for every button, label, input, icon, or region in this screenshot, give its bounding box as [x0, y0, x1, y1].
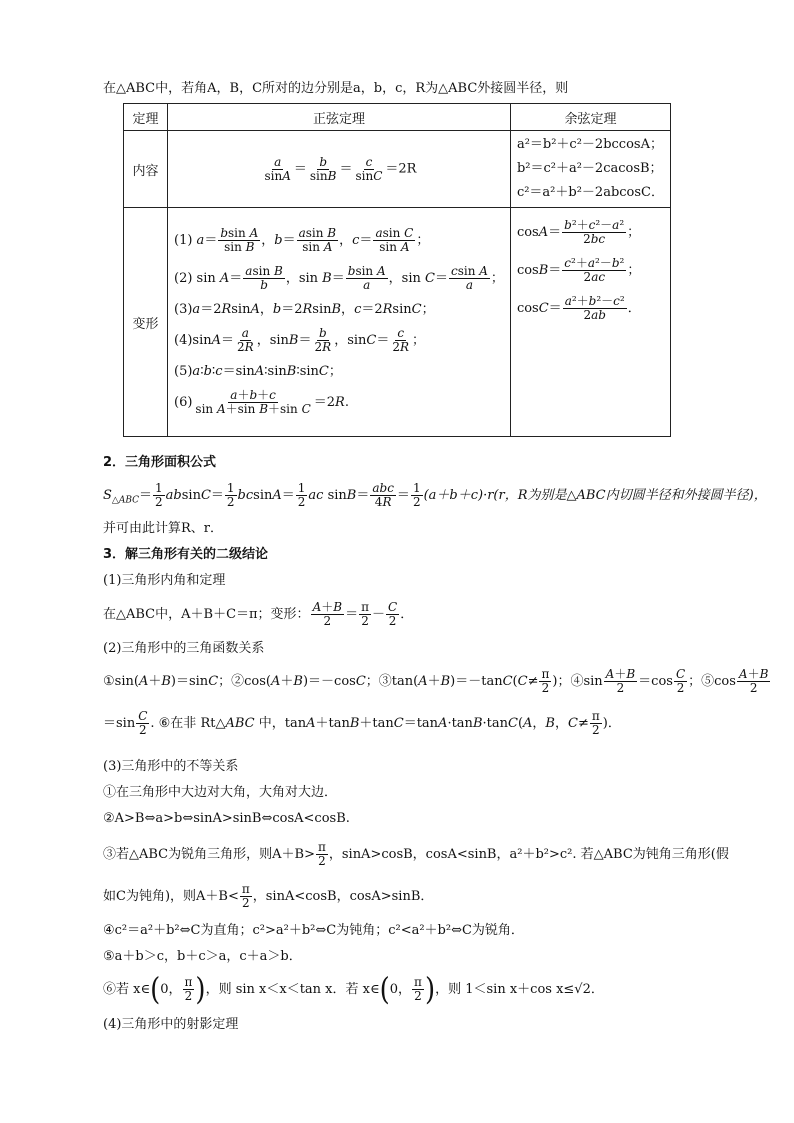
cosine-formula: a²＝b²＋c²－2bccosA； [516, 137, 663, 152]
ineq3-part: 如C为钝角)，则A＋B< [103, 889, 239, 904]
intro-text: 在△ABC中，若角A，B，C所对的边分别是a，b，c，R为△ABC外接圆半径，则 [103, 81, 569, 96]
ineq3-part: ，sinA>cosB，cosA<sinB，a²＋b²>c². 若△ABC为钝角三角形(假 [328, 847, 729, 862]
inequality-6: ⑥若 x∈(0， $\frac{\pi}{2}$ )，则 sin x＜x＜tan x．若 x∈(0， $\frac{\pi}{2}$ )，则 1＜sin x＋cos x≤√2． [103, 971, 604, 1008]
trig-relation-line1: ①sin(A＋B)＝sinC；②cos(A＋B)＝－cosC；③tan(A＋B)＝－tanC(C≠ $\frac{\pi}{2}$ )；④sin $\frac{A+B}{2}$ ＝cos $\frac{C}{2}$ ；⑤cos $\frac{A+B}{2}$ [103, 667, 769, 695]
transform-line: cosB＝ $\frac{\text{c²＋a²－b²}}{2ac}$ ； [516, 256, 641, 284]
sine-content-eq: ＝2R [385, 161, 417, 177]
cosine-law-transforms [510, 208, 670, 437]
subheading-1: (1)三角形内角和定理 [103, 573, 226, 588]
table-row-content [124, 131, 671, 208]
cosine-formula: b²＝c²＋a²－2cacosB； [516, 161, 663, 176]
subheading-4: (4)三角形中的射影定理 [103, 1017, 239, 1032]
inequality-5: ⑤a＋b＞c，b＋c＞a，c＋a＞b． [103, 949, 302, 964]
section-title-area: 2．三角形面积公式 [103, 455, 217, 470]
ineq3-part: ，sinA<cosB，cosA>sinB． [252, 889, 434, 904]
inequality-3-line2: 如C为钝角)，则A＋B< $\frac{\pi}{2}$ ，sinA<cosB，cosA>sinB． [103, 882, 434, 910]
cosine-law-content [510, 131, 670, 208]
cosine-formula: c²＝a²＋b²－2abcosC． [516, 185, 664, 200]
fraction: $\frac{a}{\sin A}$ [264, 154, 291, 183]
sine-law-transforms [168, 208, 511, 437]
ineq6-part: ⑥若 x∈ [103, 982, 151, 997]
inequality-4: ④c²＝a²＋b²⇔C为直角；c²>a²＋b²⇔C为钝角；c²<a²＋b²⇔C为锐角． [103, 923, 524, 938]
row-label-transform: 变形 [124, 208, 168, 437]
area-formula: $S_{\triangle ABC}=$ $\frac{1}{2}$ absinC＝ $\frac{1}{2}$ bcsinA＝ $\frac{1}{2}$ ac sinB＝ $\frac{\text{abc}}{4R}$ ＝ $\frac{1}{2}$ (a＋b＋c)·r(r，R为别是△ABC内切圆半径和外接圆半径)， [103, 481, 767, 509]
transform-line: (6) $\frac{a+b+c}{\text{sin A＋sin B＋sin C}}$ ＝2R. [174, 388, 349, 416]
table-header-cell: 正弦定理 [168, 104, 511, 131]
transform-line: (3)a＝2RsinA，b＝2RsinB，c＝2RsinC； [174, 302, 435, 317]
transform-line: (2) sin A＝ $\frac{\text{asin B}}{b}$ ，sin B＝ $\frac{\text{bsin A}}{a}$ ，sin C＝ $\frac{\text{csin A}}{a}$ ； [174, 264, 504, 292]
fraction: $\frac{b}{\sin B}$ [309, 154, 337, 183]
ineq3-part: ③若△ABC为锐角三角形，则A＋B> [103, 847, 315, 862]
area-formula-tail: (a＋b＋c)·r(r，R为别是△ABC内切圆半径和外接圆半径)， [423, 488, 767, 503]
table-header-cell: 定理 [124, 104, 168, 131]
transform-line: cosA＝ $\frac{\text{b²＋c²－a²}}{2bc}$ ； [516, 218, 641, 246]
ineq6-part: ，则 sin x＜x＜tan x．若 x∈ [205, 982, 380, 997]
inequality-2: ②A>B⇔a>b⇔sinA>sinB⇔cosA<cosB. [103, 811, 350, 826]
angle-sum-text: 在△ABC中，A＋B＋C＝π；变形： [103, 607, 310, 622]
transform-line: cosC＝ $\frac{\text{a²＋b²－c²}}{2ab}$ ． [516, 294, 641, 322]
angle-sum-line: 在△ABC中，A＋B＋C＝π；变形： $\frac{A+B}{2}$ ＝ $\frac{\pi}{2}$ － $\frac{C}{2}$ ． [103, 600, 414, 628]
theorem-table [123, 103, 671, 437]
row-label-content: 内容 [124, 131, 168, 208]
transform-line: (1) a＝ $\frac{\text{bsin A}}{\text{sin B}}$ ，b＝ $\frac{\text{asin B}}{\text{sin A}}$ ，c＝ $\frac{\text{asin C}}{\text{sin A}}$ ； [174, 226, 430, 254]
table-header-row [124, 104, 671, 131]
ineq6-part: ，则 1＜sin x＋cos x≤√2． [435, 982, 604, 997]
transform-line: (4)sinA＝ $\frac{a}{2R}$ ，sinB＝ $\frac{b}{2R}$ ，sinC＝ $\frac{c}{2R}$ ； [174, 326, 426, 354]
inequality-1: ①在三角形中大边对大角，大角对大边． [103, 785, 338, 800]
table-header-cell: 余弦定理 [510, 104, 670, 131]
table-row-transform [124, 208, 671, 437]
area-line2: 并可由此计算R、r． [103, 521, 224, 536]
trig-relation-line2: ＝sin $\frac{C}{2}$ . ⑥在非 Rt△ABC 中，tanA＋tanB＋tanC＝tanA·tanB·tanC(A，B，C≠ $\frac{\pi}{2}$ )． [103, 709, 621, 737]
inequality-3-line1: ③若△ABC为锐角三角形，则A＋B> $\frac{\pi}{2}$ ，sinA>cosB，cosA<sinB，a²＋b²>c². 若△ABC为钝角三角形(假 [103, 840, 729, 868]
section-title-conclusions: 3．解三角形有关的二级结论 [103, 547, 269, 562]
subheading-2: (2)三角形中的三角函数关系 [103, 641, 265, 656]
sine-law-content: $\frac{a}{\sin A}$ ＝ $\frac{b}{\sin B}$ ＝ $\frac{c}{\sin C}$ ＝2R [168, 131, 511, 208]
fraction: $\frac{c}{\sin C}$ [355, 154, 383, 183]
transform-line: (5)a∶b∶c＝sinA∶sinB∶sinC； [174, 364, 342, 379]
subheading-3: (3)三角形中的不等关系 [103, 759, 239, 774]
